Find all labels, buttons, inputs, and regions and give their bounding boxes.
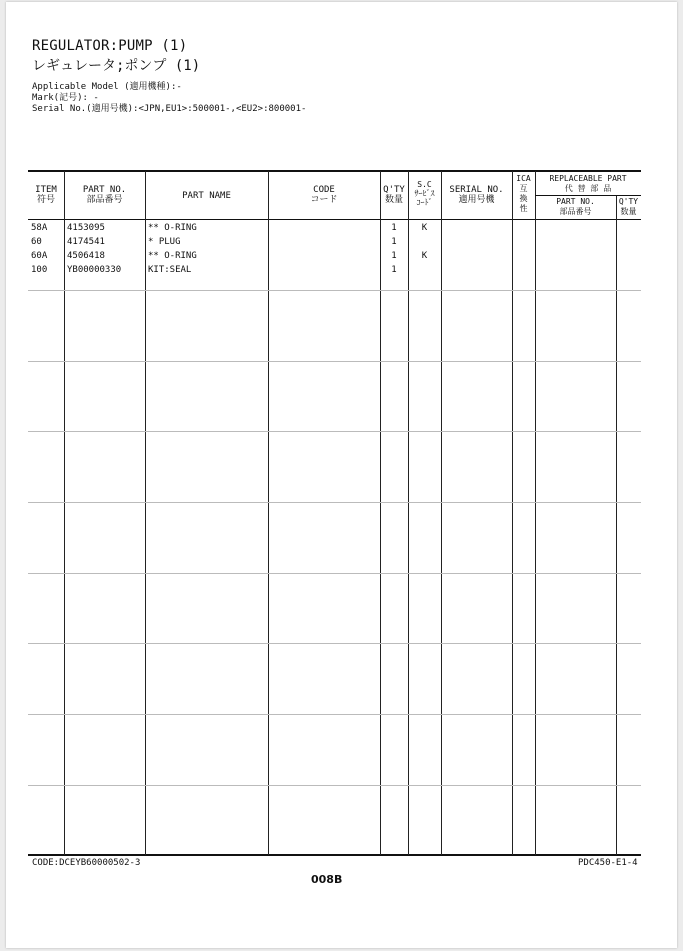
table-top-border xyxy=(28,170,641,172)
header-qty: Q'TY 数量 xyxy=(383,185,405,205)
catalog-page xyxy=(6,2,677,948)
mark: Mark(記号): - xyxy=(32,93,99,103)
row-part-no: YB00000330 xyxy=(67,265,122,275)
row-part-no: 4506418 xyxy=(67,251,105,261)
row-qty: 1 xyxy=(391,251,397,261)
title-jp: レギュレータ;ポンプ (1) xyxy=(32,58,201,74)
header-part-no: PART NO. 部品番号 xyxy=(82,185,127,205)
row-separator xyxy=(28,361,641,362)
header-replaceable: REPLACEABLE PART 代 替 部 品 xyxy=(549,174,627,193)
row-separator xyxy=(28,785,641,786)
header-sc: S.C ｻｰﾋﾞｽ ｺｰﾄﾞ xyxy=(414,180,435,207)
row-separator xyxy=(28,573,641,574)
header-bottom-border xyxy=(28,219,641,220)
col-divider xyxy=(512,171,513,855)
row-part-no: 4174541 xyxy=(67,237,105,247)
col-divider xyxy=(145,171,146,855)
row-part-name: * PLUG xyxy=(148,237,181,247)
footer-ref: PDC450-E1-4 xyxy=(578,858,638,868)
header-repl-qty: Q'TY 数量 xyxy=(618,197,639,216)
page-number: 008B xyxy=(311,873,343,886)
header-ica: ICA 互 換 性 xyxy=(516,174,531,213)
row-separator xyxy=(28,714,641,715)
row-separator xyxy=(28,290,641,291)
row-item: 60A xyxy=(31,251,48,261)
row-item: 58A xyxy=(31,223,48,233)
col-divider xyxy=(268,171,269,855)
row-qty: 1 xyxy=(391,237,397,247)
row-item: 100 xyxy=(31,265,48,275)
row-separator xyxy=(28,431,641,432)
row-part-name: ** O-RING xyxy=(148,223,197,233)
row-part-name: KIT:SEAL xyxy=(148,265,192,275)
header-item: ITEM 符号 xyxy=(35,185,57,205)
row-item: 60 xyxy=(31,237,42,247)
row-separator xyxy=(28,643,641,644)
col-divider xyxy=(64,171,65,855)
row-part-no: 4153095 xyxy=(67,223,105,233)
row-qty: 1 xyxy=(391,265,397,275)
title-en: REGULATOR:PUMP (1) xyxy=(32,38,188,54)
col-divider xyxy=(441,171,442,855)
row-part-name: ** O-RING xyxy=(148,251,197,261)
header-repl-part-no: PART NO. 部品番号 xyxy=(556,197,595,216)
col-divider xyxy=(408,171,409,855)
repl-sub-border xyxy=(535,195,641,196)
header-part-name: PART NAME xyxy=(182,191,231,201)
footer-code: CODE:DCEYB60000502-3 xyxy=(32,858,141,868)
col-divider xyxy=(535,171,536,855)
row-qty: 1 xyxy=(391,223,397,233)
header-serial: SERIAL NO. 適用号機 xyxy=(449,185,504,205)
col-divider xyxy=(616,195,617,855)
row-separator xyxy=(28,502,641,503)
row-sc: K xyxy=(421,251,428,261)
table-bottom-border xyxy=(28,854,641,856)
applicable-model: Applicable Model (適用機種):- xyxy=(32,82,182,92)
row-sc: K xyxy=(421,223,428,233)
header-code: CODE コード xyxy=(310,185,338,205)
serial-info: Serial No.(適用号機):<JPN,EU1>:500001-,<EU2>:800001- xyxy=(32,104,307,114)
